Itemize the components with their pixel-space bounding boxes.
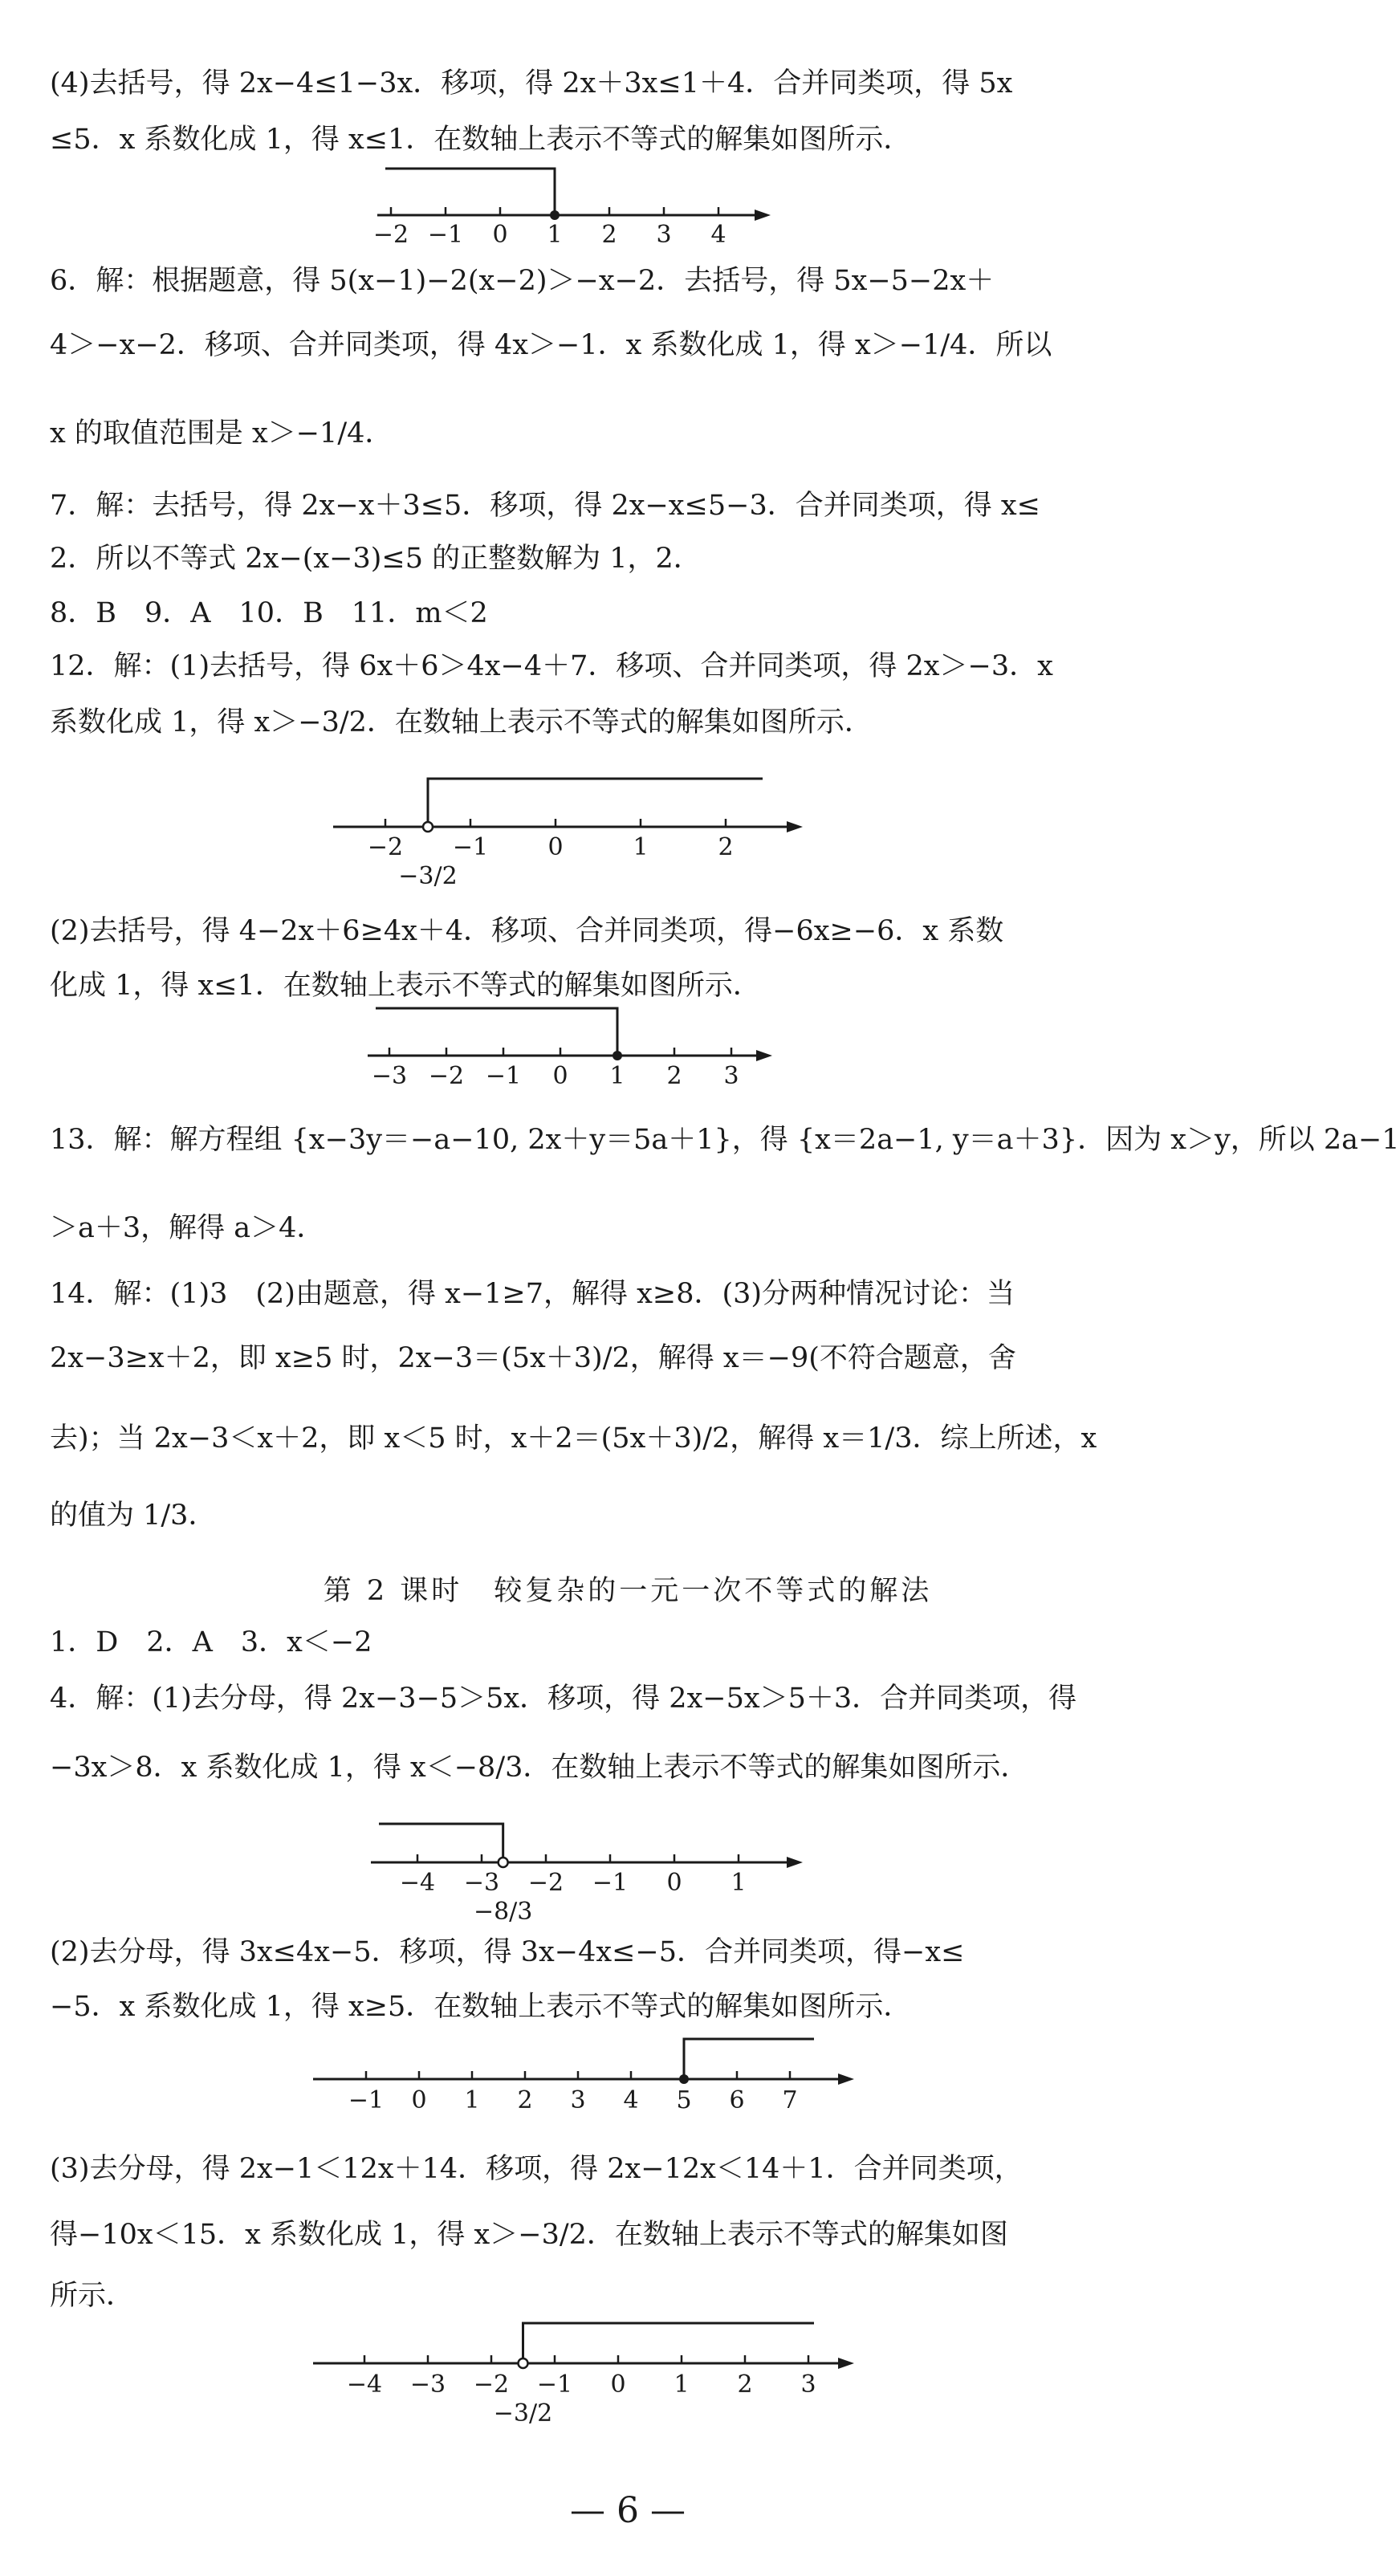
text-line: 4．解：(1)去分母，得 2x−3−5＞5x．移项，得 2x−5x＞5＋3．合并同类项，得	[50, 1683, 1077, 1715]
tick-label: 2	[737, 2370, 753, 2399]
tick-label: −1	[452, 833, 489, 861]
tick-label: −1	[348, 2086, 385, 2114]
tick-label: 1	[731, 1869, 747, 1897]
tick-label: 0	[411, 2086, 427, 2114]
tick-label: −3	[371, 1062, 408, 1090]
axis-arrow	[838, 2358, 854, 2369]
tick-label: −2	[428, 1062, 465, 1090]
tick-label: −4	[399, 1869, 436, 1897]
text-line: 14．解：(1)3 (2)由题意，得 x−1≥7，解得 x≥8．(3)分两种情况讨论：当	[50, 1278, 1015, 1310]
tick-label: 1	[609, 1062, 625, 1090]
tick-label: −2	[372, 221, 409, 249]
tick-label: 3	[570, 2086, 586, 2114]
tick-label: −2	[367, 833, 404, 861]
text-line: 去)；当 2x−3＜x＋2，即 x＜5 时，x＋2＝(5x＋3)/2，解得 x＝1/3．综上所述，x	[50, 1422, 1097, 1455]
tick-label: 0	[547, 833, 564, 861]
point-label: −3/2	[398, 862, 458, 890]
tick-label: 2	[517, 2086, 533, 2114]
text-line: 13．解：解方程组 {x−3y＝−a−10, 2x＋y＝5a＋1}，得 {x＝2a−1, y＝a＋3}．因为 x＞y，所以 2a−1	[50, 1124, 1400, 1156]
tick-label: 3	[800, 2370, 816, 2399]
tick-label: −1	[592, 1869, 629, 1897]
tick-label: 2	[601, 221, 617, 249]
text-line: (2)去括号，得 4−2x＋6≥4x＋4．移项、合并同类项，得−6x≥−6．x 系数	[50, 915, 1004, 947]
text-line: 4＞−x−2．移项、合并同类项，得 4x＞−1．x 系数化成 1，得 x＞−1/4．所以	[50, 329, 1052, 361]
tick-label: 7	[782, 2086, 798, 2114]
tick-label: 1	[633, 833, 649, 861]
tick-label: 2	[718, 833, 734, 861]
tick-label: 3	[723, 1062, 739, 1090]
text-line: (3)去分母，得 2x−1＜12x＋14．移项，得 2x−12x＜14＋1．合并同类项，	[50, 2153, 1023, 2185]
text-line: 8．B 9．A 10．B 11．m＜2	[50, 597, 488, 629]
tick-label: −2	[527, 1869, 564, 1897]
tick-label: 4	[710, 221, 726, 249]
tick-label: 0	[610, 2370, 626, 2399]
text-line: x 的取值范围是 x＞−1/4．	[50, 417, 393, 450]
text-line: 7．解：去括号，得 2x−x＋3≤5．移项，得 2x−x≤5−3．合并同类项，得 x≤	[50, 490, 1040, 522]
tick-label: −4	[346, 2370, 383, 2399]
tick-label: −3	[409, 2370, 446, 2399]
tick-label: −1	[427, 221, 464, 249]
text-line: (2)去分母，得 3x≤4x−5．移项，得 3x−4x≤−5．合并同类项，得−x≤	[50, 1936, 965, 1968]
text-line: −3x＞8．x 系数化成 1，得 x＜−8/3．在数轴上表示不等式的解集如图所示．	[50, 1752, 1029, 1784]
tick-label: 1	[547, 221, 563, 249]
text-line: 化成 1，得 x≤1．在数轴上表示不等式的解集如图所示．	[50, 970, 761, 1002]
page-number: — 6 —	[570, 2490, 686, 2531]
text-line: (4)去括号，得 2x−4≤1−3x．移项，得 2x＋3x≤1＋4．合并同类项，得 5x	[50, 67, 1013, 100]
tick-label: 0	[492, 221, 508, 249]
text-line: 的值为 1/3．	[50, 1500, 217, 1532]
tick-label: −1	[536, 2370, 573, 2399]
tick-label: 0	[666, 1869, 682, 1897]
text-line: 系数化成 1，得 x＞−3/2．在数轴上表示不等式的解集如图所示．	[50, 706, 873, 739]
text-line: 6．解：根据题意，得 5(x−1)−2(x−2)＞−x−2．去括号，得 5x−5−2x＋	[50, 265, 995, 297]
tick-label: 0	[552, 1062, 568, 1090]
text-line: 2x−3≥x＋2，即 x≥5 时，2x−3＝(5x＋3)/2，解得 x＝−9(不符合题意，舍	[50, 1342, 1016, 1374]
tick-label: 1	[674, 2370, 690, 2399]
text-line: 1．D 2．A 3．x＜−2	[50, 1626, 372, 1658]
tick-label: 3	[656, 221, 672, 249]
tick-label: −3	[463, 1869, 500, 1897]
tick-label: 1	[464, 2086, 480, 2114]
text-line: 2．所以不等式 2x−(x−3)≤5 的正整数解为 1，2．	[50, 543, 702, 575]
text-line: 所示．	[50, 2280, 135, 2312]
tick-label: 5	[676, 2086, 692, 2114]
tick-label: −1	[485, 1062, 522, 1090]
text-line: −5．x 系数化成 1，得 x≥5．在数轴上表示不等式的解集如图所示．	[50, 1991, 912, 2023]
tick-label: −2	[473, 2370, 510, 2399]
text-line: 12．解：(1)去括号，得 6x＋6＞4x−4＋7．移项、合并同类项，得 2x＞−3．x	[50, 650, 1053, 682]
point-label: −3/2	[493, 2399, 553, 2427]
section-title: 第 2 课时 较复杂的一元一次不等式的解法	[323, 1575, 933, 1607]
text-line: 得−10x＜15．x 系数化成 1，得 x＞−3/2．在数轴上表示不等式的解集如图	[50, 2219, 1008, 2251]
text-line: ＞a＋3，解得 a＞4．	[50, 1212, 325, 1244]
text-line: ≤5．x 系数化成 1，得 x≤1．在数轴上表示不等式的解集如图所示．	[50, 124, 912, 156]
tick-label: 6	[729, 2086, 745, 2114]
point-label: −8/3	[473, 1898, 533, 1926]
tick-label: 2	[666, 1062, 682, 1090]
solution-bracket	[523, 2323, 815, 2363]
hollow-dot	[519, 2358, 528, 2368]
tick-label: 4	[623, 2086, 639, 2114]
